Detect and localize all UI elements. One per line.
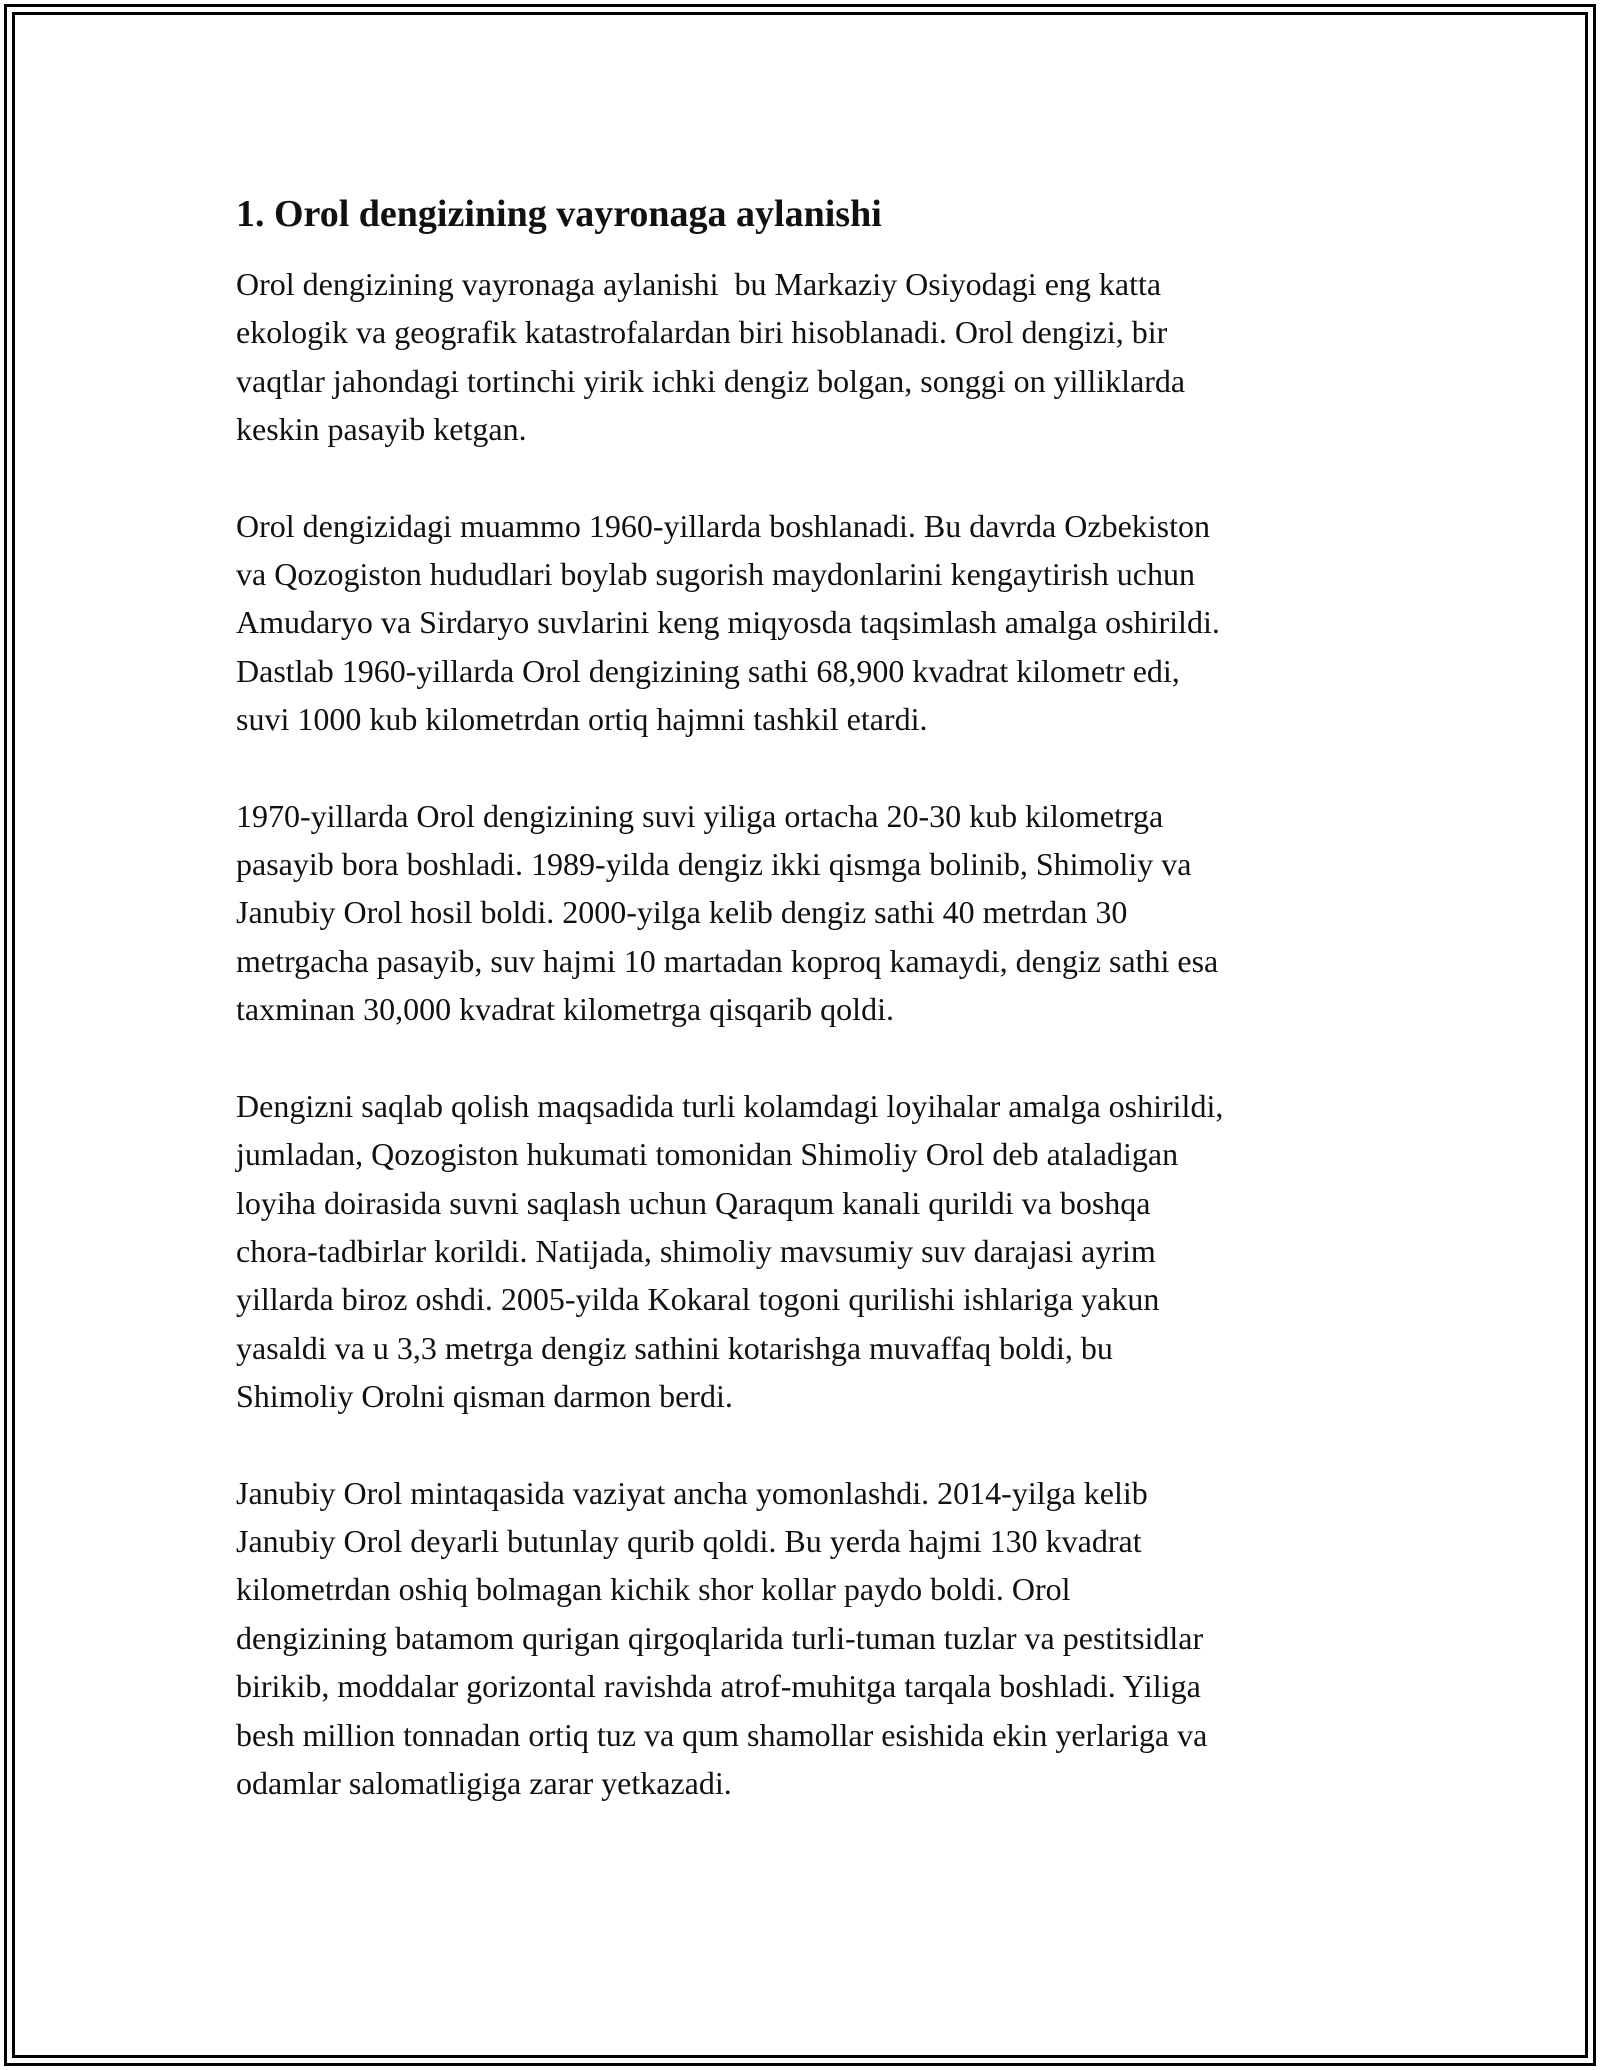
paragraph-line: kilometrdan oshiq bolmagan kichik shor kollar paydo boldi. Orol [236, 1571, 1071, 1608]
paragraph-line: birikib, moddalar gorizontal ravishda atrof-muhitga tarqala boshladi. Yiliga [236, 1668, 1201, 1705]
paragraph-line: Dengizni saqlab qolish maqsadida turli kolamdagi loyihalar amalga oshirildi, [236, 1087, 1224, 1124]
paragraph-line: Dastlab 1960-yillarda Orol dengizining sathi 68,900 kvadrat kilometr edi, [236, 652, 1180, 689]
paragraph-line: Janubiy Orol deyarli butunlay qurib qoldi. Bu yerda hajmi 130 kvadrat [236, 1522, 1142, 1559]
paragraph-line: ekologik va geografik katastrofalardan biri hisoblanadi. Orol dengizi, bir [236, 314, 1168, 351]
paragraph-1970s [236, 792, 1376, 1034]
paragraph-line: taxminan 30,000 kvadrat kilometrga qisqarib qoldi. [236, 991, 894, 1028]
paragraph-line: jumladan, Qozogiston hukumati tomonidan Shimoliy Orol deb ataladigan [236, 1136, 1179, 1173]
paragraph-line: Shimoliy Orolni qisman darmon berdi. [236, 1378, 733, 1415]
paragraph-line: 1970-yillarda Orol dengizining suvi yiliga ortacha 20-30 kub kilometrga [236, 797, 1164, 834]
paragraph-line: yillarda biroz oshdi. 2005-yilda Kokaral togoni qurilishi ishlariga yakun [236, 1281, 1160, 1318]
paragraph-line: Janubiy Orol mintaqasida vaziyat ancha yomonlashdi. 2014-yilga kelib [236, 1474, 1148, 1511]
paragraph-line: metrgacha pasayib, suv hajmi 10 martadan koproq kamaydi, dengiz sathi esa [236, 942, 1219, 979]
paragraph-line: pasayib bora boshladi. 1989-yilda dengiz ikki qismga bolinib, Shimoliy va [236, 846, 1192, 883]
paragraph-line: Orol dengizining vayronaga aylanishi bu Markaziy Osiyodagi eng katta [236, 266, 1162, 302]
paragraph-line: Orol dengizidagi muammo 1960-yillarda boshlanadi. Bu davrda Ozbekiston [236, 507, 1210, 544]
paragraph-line: suvi 1000 kub kilometrdan ortiq hajmni tashkil etardi. [236, 701, 928, 738]
paragraph-line: dengizining batamom qurigan qirgoqlarida turli-tuman tuzlar va pestitsidlar [236, 1619, 1204, 1656]
paragraph-1960s [236, 502, 1376, 744]
paragraph-line: vaqtlar jahondagi tortinchi yirik ichki dengiz bolgan, songgi on yilliklarda [236, 362, 1186, 399]
paragraph-line: keskin pasayib ketgan. [236, 411, 527, 448]
paragraph-line: besh million tonnadan ortiq tuz va qum shamollar esishida ekin yerlariga va [236, 1716, 1208, 1753]
paragraph-line: odamlar salomatligiga zarar yetkazadi. [236, 1764, 732, 1801]
section-heading: 1. Orol dengizining vayronaga aylanishi [236, 193, 882, 235]
paragraph-line: loyiha doirasida suvni saqlash uchun Qaraqum kanali qurildi va boshqa [236, 1184, 1151, 1221]
paragraph-line: Amudaryo va Sirdaryo suvlarini keng miqyosda taqsimlash amalga oshirildi. [236, 604, 1220, 641]
paragraph-line: va Qozogiston hududlari boylab sugorish maydonlarini kengaytirish uchun [236, 556, 1195, 593]
paragraph-preservation-projects [236, 1082, 1376, 1421]
paragraph-southern-aral [236, 1469, 1376, 1808]
paragraph-introduction [236, 260, 1376, 454]
paragraph-line: chora-tadbirlar korildi. Natijada, shimoliy mavsumiy suv darajasi ayrim [236, 1232, 1156, 1269]
document-body [236, 190, 1376, 1855]
paragraph-line: Janubiy Orol hosil boldi. 2000-yilga kelib dengiz sathi 40 metrdan 30 [236, 894, 1128, 931]
paragraph-line: yasaldi va u 3,3 metrga dengiz sathini kotarishga muvaffaq boldi, bu [236, 1329, 1113, 1366]
